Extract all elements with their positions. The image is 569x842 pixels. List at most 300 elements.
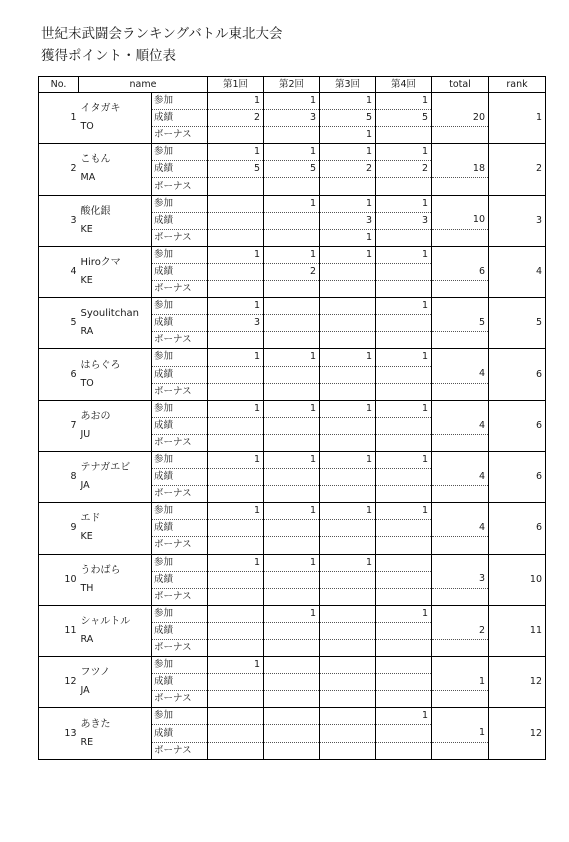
round-score-cell: 1 <box>208 657 264 674</box>
round-score-cell <box>264 486 320 503</box>
round-score-cell <box>264 469 320 486</box>
total-cell <box>432 144 489 161</box>
round-score-cell <box>208 469 264 486</box>
player-row <box>39 657 546 674</box>
player-name: はらぐろ <box>80 359 121 371</box>
round-score-cell: 1 <box>320 554 376 571</box>
rank-cell: 6 <box>489 451 546 502</box>
player-name-cell <box>79 246 152 297</box>
round-score-cell <box>320 298 376 315</box>
total-cell: 5 <box>432 315 489 332</box>
player-name: こもん <box>80 154 111 166</box>
category-label: 成績 <box>152 161 208 178</box>
player-name: うわばら <box>80 564 121 576</box>
total-cell <box>432 537 489 554</box>
player-name-cell <box>79 503 152 554</box>
round-score-cell <box>264 674 320 691</box>
round-score-cell: 1 <box>376 400 432 417</box>
round-score-cell <box>320 263 376 280</box>
round-score-cell <box>208 195 264 212</box>
round-score-cell <box>264 332 320 349</box>
round-score-cell: 1 <box>264 605 320 622</box>
round-score-cell: 1 <box>376 246 432 263</box>
round-score-cell: 1 <box>264 93 320 110</box>
round-score-cell <box>208 588 264 605</box>
total-cell: 4 <box>432 520 489 537</box>
round-score-cell <box>320 622 376 639</box>
player-name-cell <box>79 708 152 759</box>
total-cell: 3 <box>432 571 489 588</box>
total-cell <box>432 400 489 417</box>
round-score-cell: 1 <box>208 298 264 315</box>
round-score-cell <box>208 434 264 451</box>
category-label: ボーナス <box>152 281 208 298</box>
round-score-cell: 1 <box>208 246 264 263</box>
rank-cell: 11 <box>489 605 546 656</box>
player-region: RA <box>80 326 94 338</box>
player-number: 12 <box>39 657 79 708</box>
category-label: 参加 <box>152 195 208 212</box>
total-cell: 1 <box>432 725 489 742</box>
player-row <box>39 400 546 417</box>
document-subtitle: 獲得ポイント・順位表 <box>41 48 176 64</box>
round-score-cell <box>264 691 320 708</box>
round-score-cell: 1 <box>208 93 264 110</box>
player-number: 1 <box>39 93 79 144</box>
round-score-cell <box>320 520 376 537</box>
round-score-cell <box>208 229 264 246</box>
player-number: 8 <box>39 451 79 502</box>
round-score-cell: 5 <box>208 161 264 178</box>
round-score-cell: 3 <box>264 110 320 127</box>
round-score-cell: 1 <box>264 451 320 468</box>
round-score-cell <box>320 486 376 503</box>
player-name: Hiroクマ <box>80 256 121 268</box>
total-cell <box>432 742 489 759</box>
round-score-cell <box>320 708 376 725</box>
round-score-cell <box>208 674 264 691</box>
round-score-cell: 1 <box>376 195 432 212</box>
round-score-cell <box>320 281 376 298</box>
round-score-cell <box>376 229 432 246</box>
player-row <box>39 93 546 110</box>
player-region: TO <box>80 377 94 389</box>
player-number: 2 <box>39 144 79 195</box>
round-score-cell <box>376 178 432 195</box>
round-score-cell: 1 <box>320 144 376 161</box>
round-score-cell <box>376 571 432 588</box>
round-score-cell <box>376 537 432 554</box>
category-label: 参加 <box>152 298 208 315</box>
total-cell: 20 <box>432 110 489 127</box>
category-label: 参加 <box>152 503 208 520</box>
player-name-cell <box>79 554 152 605</box>
total-cell <box>432 178 489 195</box>
player-name: 酸化銀 <box>80 205 111 217</box>
rank-cell: 3 <box>489 195 546 246</box>
round-score-cell: 1 <box>320 229 376 246</box>
total-cell: 10 <box>432 212 489 229</box>
category-label: ボーナス <box>152 434 208 451</box>
round-score-cell: 3 <box>320 212 376 229</box>
total-cell: 2 <box>432 622 489 639</box>
round-score-cell: 1 <box>208 144 264 161</box>
round-score-cell: 1 <box>376 93 432 110</box>
round-score-cell <box>208 742 264 759</box>
round-score-cell <box>208 622 264 639</box>
category-label: 参加 <box>152 246 208 263</box>
player-name-cell <box>79 144 152 195</box>
player-region: RA <box>80 633 94 645</box>
round-score-cell <box>208 417 264 434</box>
header-round-3: 第3回 <box>320 77 376 93</box>
player-name: Syoulitchan <box>80 308 140 320</box>
player-name-cell <box>79 298 152 349</box>
player-number: 13 <box>39 708 79 759</box>
total-cell <box>432 246 489 263</box>
category-label: ボーナス <box>152 742 208 759</box>
player-number: 7 <box>39 400 79 451</box>
round-score-cell <box>376 725 432 742</box>
round-score-cell <box>208 486 264 503</box>
total-cell <box>432 657 489 674</box>
round-score-cell <box>376 622 432 639</box>
round-score-cell <box>208 605 264 622</box>
category-label: 成績 <box>152 571 208 588</box>
category-label: 成績 <box>152 520 208 537</box>
player-row <box>39 195 546 212</box>
round-score-cell <box>320 674 376 691</box>
category-label: 成績 <box>152 622 208 639</box>
round-score-cell <box>320 537 376 554</box>
round-score-cell <box>208 178 264 195</box>
player-region: KE <box>80 223 93 235</box>
player-number: 10 <box>39 554 79 605</box>
player-name: エド <box>80 513 101 525</box>
round-score-cell <box>208 332 264 349</box>
round-score-cell: 1 <box>320 400 376 417</box>
rank-cell: 1 <box>489 93 546 144</box>
round-score-cell: 1 <box>264 144 320 161</box>
header-round-2: 第2回 <box>264 77 320 93</box>
round-score-cell: 5 <box>376 110 432 127</box>
player-region: KE <box>80 274 93 286</box>
round-score-cell <box>320 588 376 605</box>
header-round-1: 第1回 <box>208 77 264 93</box>
total-cell <box>432 383 489 400</box>
total-cell <box>432 298 489 315</box>
player-region: TH <box>80 582 94 594</box>
round-score-cell <box>264 708 320 725</box>
round-score-cell <box>320 315 376 332</box>
document-title: 世紀末武闘会ランキングバトル東北大会 <box>41 26 283 42</box>
player-row <box>39 144 546 161</box>
category-label: 参加 <box>152 93 208 110</box>
header-round-4: 第4回 <box>376 77 432 93</box>
player-name-cell <box>79 93 152 144</box>
round-score-cell <box>376 281 432 298</box>
round-score-cell <box>320 417 376 434</box>
round-score-cell <box>320 571 376 588</box>
round-score-cell: 1 <box>208 400 264 417</box>
player-name-cell <box>79 195 152 246</box>
category-label: 成績 <box>152 212 208 229</box>
round-score-cell: 1 <box>264 554 320 571</box>
category-label: 成績 <box>152 110 208 127</box>
round-score-cell: 2 <box>320 161 376 178</box>
round-score-cell: 1 <box>376 503 432 520</box>
total-cell: 4 <box>432 469 489 486</box>
total-cell <box>432 349 489 366</box>
category-label: 参加 <box>152 451 208 468</box>
player-number: 11 <box>39 605 79 656</box>
round-score-cell: 3 <box>208 315 264 332</box>
total-cell <box>432 554 489 571</box>
round-score-cell <box>208 281 264 298</box>
player-number: 9 <box>39 503 79 554</box>
total-cell <box>432 93 489 110</box>
round-score-cell <box>320 691 376 708</box>
category-label: 参加 <box>152 708 208 725</box>
player-name: テナガエビ <box>80 462 131 474</box>
category-label: 成績 <box>152 469 208 486</box>
header-no: No. <box>39 77 79 93</box>
category-label: 参加 <box>152 554 208 571</box>
category-label: ボーナス <box>152 537 208 554</box>
player-row <box>39 708 546 725</box>
round-score-cell <box>320 332 376 349</box>
round-score-cell: 1 <box>208 451 264 468</box>
player-region: MA <box>80 172 96 184</box>
round-score-cell: 1 <box>320 503 376 520</box>
round-score-cell <box>320 434 376 451</box>
total-cell <box>432 605 489 622</box>
round-score-cell: 1 <box>376 708 432 725</box>
round-score-cell: 1 <box>320 246 376 263</box>
round-score-cell <box>264 281 320 298</box>
player-number: 4 <box>39 246 79 297</box>
category-label: ボーナス <box>152 383 208 400</box>
round-score-cell <box>264 178 320 195</box>
rank-cell: 6 <box>489 503 546 554</box>
rank-cell: 4 <box>489 246 546 297</box>
player-number: 3 <box>39 195 79 246</box>
round-score-cell <box>208 537 264 554</box>
player-region: RE <box>80 736 94 748</box>
round-score-cell: 1 <box>208 503 264 520</box>
round-score-cell: 1 <box>264 349 320 366</box>
category-label: ボーナス <box>152 691 208 708</box>
total-cell: 4 <box>432 366 489 383</box>
round-score-cell: 3 <box>376 212 432 229</box>
round-score-cell <box>376 383 432 400</box>
total-cell <box>432 281 489 298</box>
category-label: ボーナス <box>152 588 208 605</box>
round-score-cell: 2 <box>208 110 264 127</box>
total-cell <box>432 229 489 246</box>
round-score-cell <box>264 434 320 451</box>
player-region: TO <box>80 121 94 133</box>
rank-cell: 10 <box>489 554 546 605</box>
round-score-cell <box>208 571 264 588</box>
round-score-cell <box>264 366 320 383</box>
player-name-cell <box>79 400 152 451</box>
round-score-cell <box>208 725 264 742</box>
rank-cell: 2 <box>489 144 546 195</box>
total-cell: 6 <box>432 263 489 280</box>
round-score-cell: 1 <box>264 195 320 212</box>
total-cell <box>432 127 489 144</box>
total-cell <box>432 486 489 503</box>
round-score-cell <box>376 127 432 144</box>
category-label: ボーナス <box>152 332 208 349</box>
round-score-cell: 1 <box>264 246 320 263</box>
round-score-cell <box>264 229 320 246</box>
round-score-cell: 1 <box>320 349 376 366</box>
category-label: ボーナス <box>152 486 208 503</box>
total-cell <box>432 503 489 520</box>
total-cell: 1 <box>432 674 489 691</box>
round-score-cell <box>376 554 432 571</box>
total-cell <box>432 588 489 605</box>
player-region: KE <box>80 531 93 543</box>
total-cell <box>432 708 489 725</box>
category-label: 成績 <box>152 366 208 383</box>
round-score-cell <box>208 127 264 144</box>
total-cell <box>432 691 489 708</box>
round-score-cell <box>376 417 432 434</box>
round-score-cell <box>264 127 320 144</box>
category-label: ボーナス <box>152 229 208 246</box>
rank-cell: 5 <box>489 298 546 349</box>
total-cell: 4 <box>432 417 489 434</box>
round-score-cell <box>264 588 320 605</box>
round-score-cell <box>320 366 376 383</box>
round-score-cell <box>376 366 432 383</box>
round-score-cell <box>264 622 320 639</box>
round-score-cell <box>376 315 432 332</box>
round-score-cell <box>208 708 264 725</box>
round-score-cell: 1 <box>320 451 376 468</box>
category-label: 成績 <box>152 725 208 742</box>
category-label: ボーナス <box>152 127 208 144</box>
round-score-cell <box>320 657 376 674</box>
round-score-cell <box>264 571 320 588</box>
category-label: 成績 <box>152 674 208 691</box>
round-score-cell <box>264 417 320 434</box>
round-score-cell <box>264 657 320 674</box>
round-score-cell: 1 <box>376 349 432 366</box>
round-score-cell: 1 <box>376 605 432 622</box>
round-score-cell <box>208 263 264 280</box>
player-region: JU <box>80 428 91 440</box>
header-rank: rank <box>489 77 546 93</box>
round-score-cell: 1 <box>208 554 264 571</box>
round-score-cell <box>376 520 432 537</box>
rank-cell: 6 <box>489 400 546 451</box>
player-region: JA <box>80 480 90 492</box>
player-row <box>39 349 546 366</box>
round-score-cell: 5 <box>320 110 376 127</box>
header-total: total <box>432 77 489 93</box>
round-score-cell <box>264 520 320 537</box>
player-row <box>39 246 546 263</box>
round-score-cell <box>376 742 432 759</box>
category-label: 参加 <box>152 400 208 417</box>
category-label: 参加 <box>152 144 208 161</box>
round-score-cell <box>320 178 376 195</box>
round-score-cell <box>320 640 376 657</box>
category-label: ボーナス <box>152 178 208 195</box>
round-score-cell <box>320 383 376 400</box>
round-score-cell <box>208 212 264 229</box>
total-cell <box>432 640 489 657</box>
round-score-cell: 2 <box>264 263 320 280</box>
round-score-cell <box>376 434 432 451</box>
player-name: あおの <box>80 410 111 422</box>
round-score-cell <box>376 657 432 674</box>
player-name: イタガキ <box>80 103 121 115</box>
round-score-cell <box>264 298 320 315</box>
player-row <box>39 554 546 571</box>
round-score-cell: 1 <box>376 451 432 468</box>
ranking-table <box>38 76 546 760</box>
round-score-cell <box>264 725 320 742</box>
header-row <box>39 77 546 93</box>
round-score-cell <box>208 520 264 537</box>
round-score-cell <box>376 640 432 657</box>
round-score-cell <box>264 537 320 554</box>
category-label: 参加 <box>152 349 208 366</box>
round-score-cell <box>320 605 376 622</box>
total-cell: 18 <box>432 161 489 178</box>
round-score-cell <box>376 469 432 486</box>
player-number: 5 <box>39 298 79 349</box>
total-cell <box>432 434 489 451</box>
round-score-cell <box>208 383 264 400</box>
rank-cell: 12 <box>489 708 546 759</box>
round-score-cell: 1 <box>376 298 432 315</box>
player-name: フツノ <box>80 667 111 679</box>
player-name-cell <box>79 451 152 502</box>
player-name: シャルトル <box>80 615 131 627</box>
rank-cell: 6 <box>489 349 546 400</box>
round-score-cell: 1 <box>320 195 376 212</box>
category-label: 成績 <box>152 263 208 280</box>
header-name: name <box>79 77 208 93</box>
player-name-cell <box>79 349 152 400</box>
category-label: ボーナス <box>152 640 208 657</box>
player-row <box>39 605 546 622</box>
round-score-cell <box>376 263 432 280</box>
rank-cell: 12 <box>489 657 546 708</box>
round-score-cell <box>264 742 320 759</box>
round-score-cell <box>208 640 264 657</box>
round-score-cell: 1 <box>264 400 320 417</box>
player-number: 6 <box>39 349 79 400</box>
player-row <box>39 503 546 520</box>
round-score-cell: 1 <box>320 127 376 144</box>
round-score-cell <box>208 366 264 383</box>
round-score-cell <box>320 725 376 742</box>
round-score-cell <box>376 674 432 691</box>
round-score-cell <box>320 742 376 759</box>
round-score-cell: 1 <box>320 93 376 110</box>
round-score-cell <box>208 691 264 708</box>
round-score-cell <box>264 315 320 332</box>
round-score-cell: 1 <box>376 144 432 161</box>
round-score-cell <box>376 588 432 605</box>
